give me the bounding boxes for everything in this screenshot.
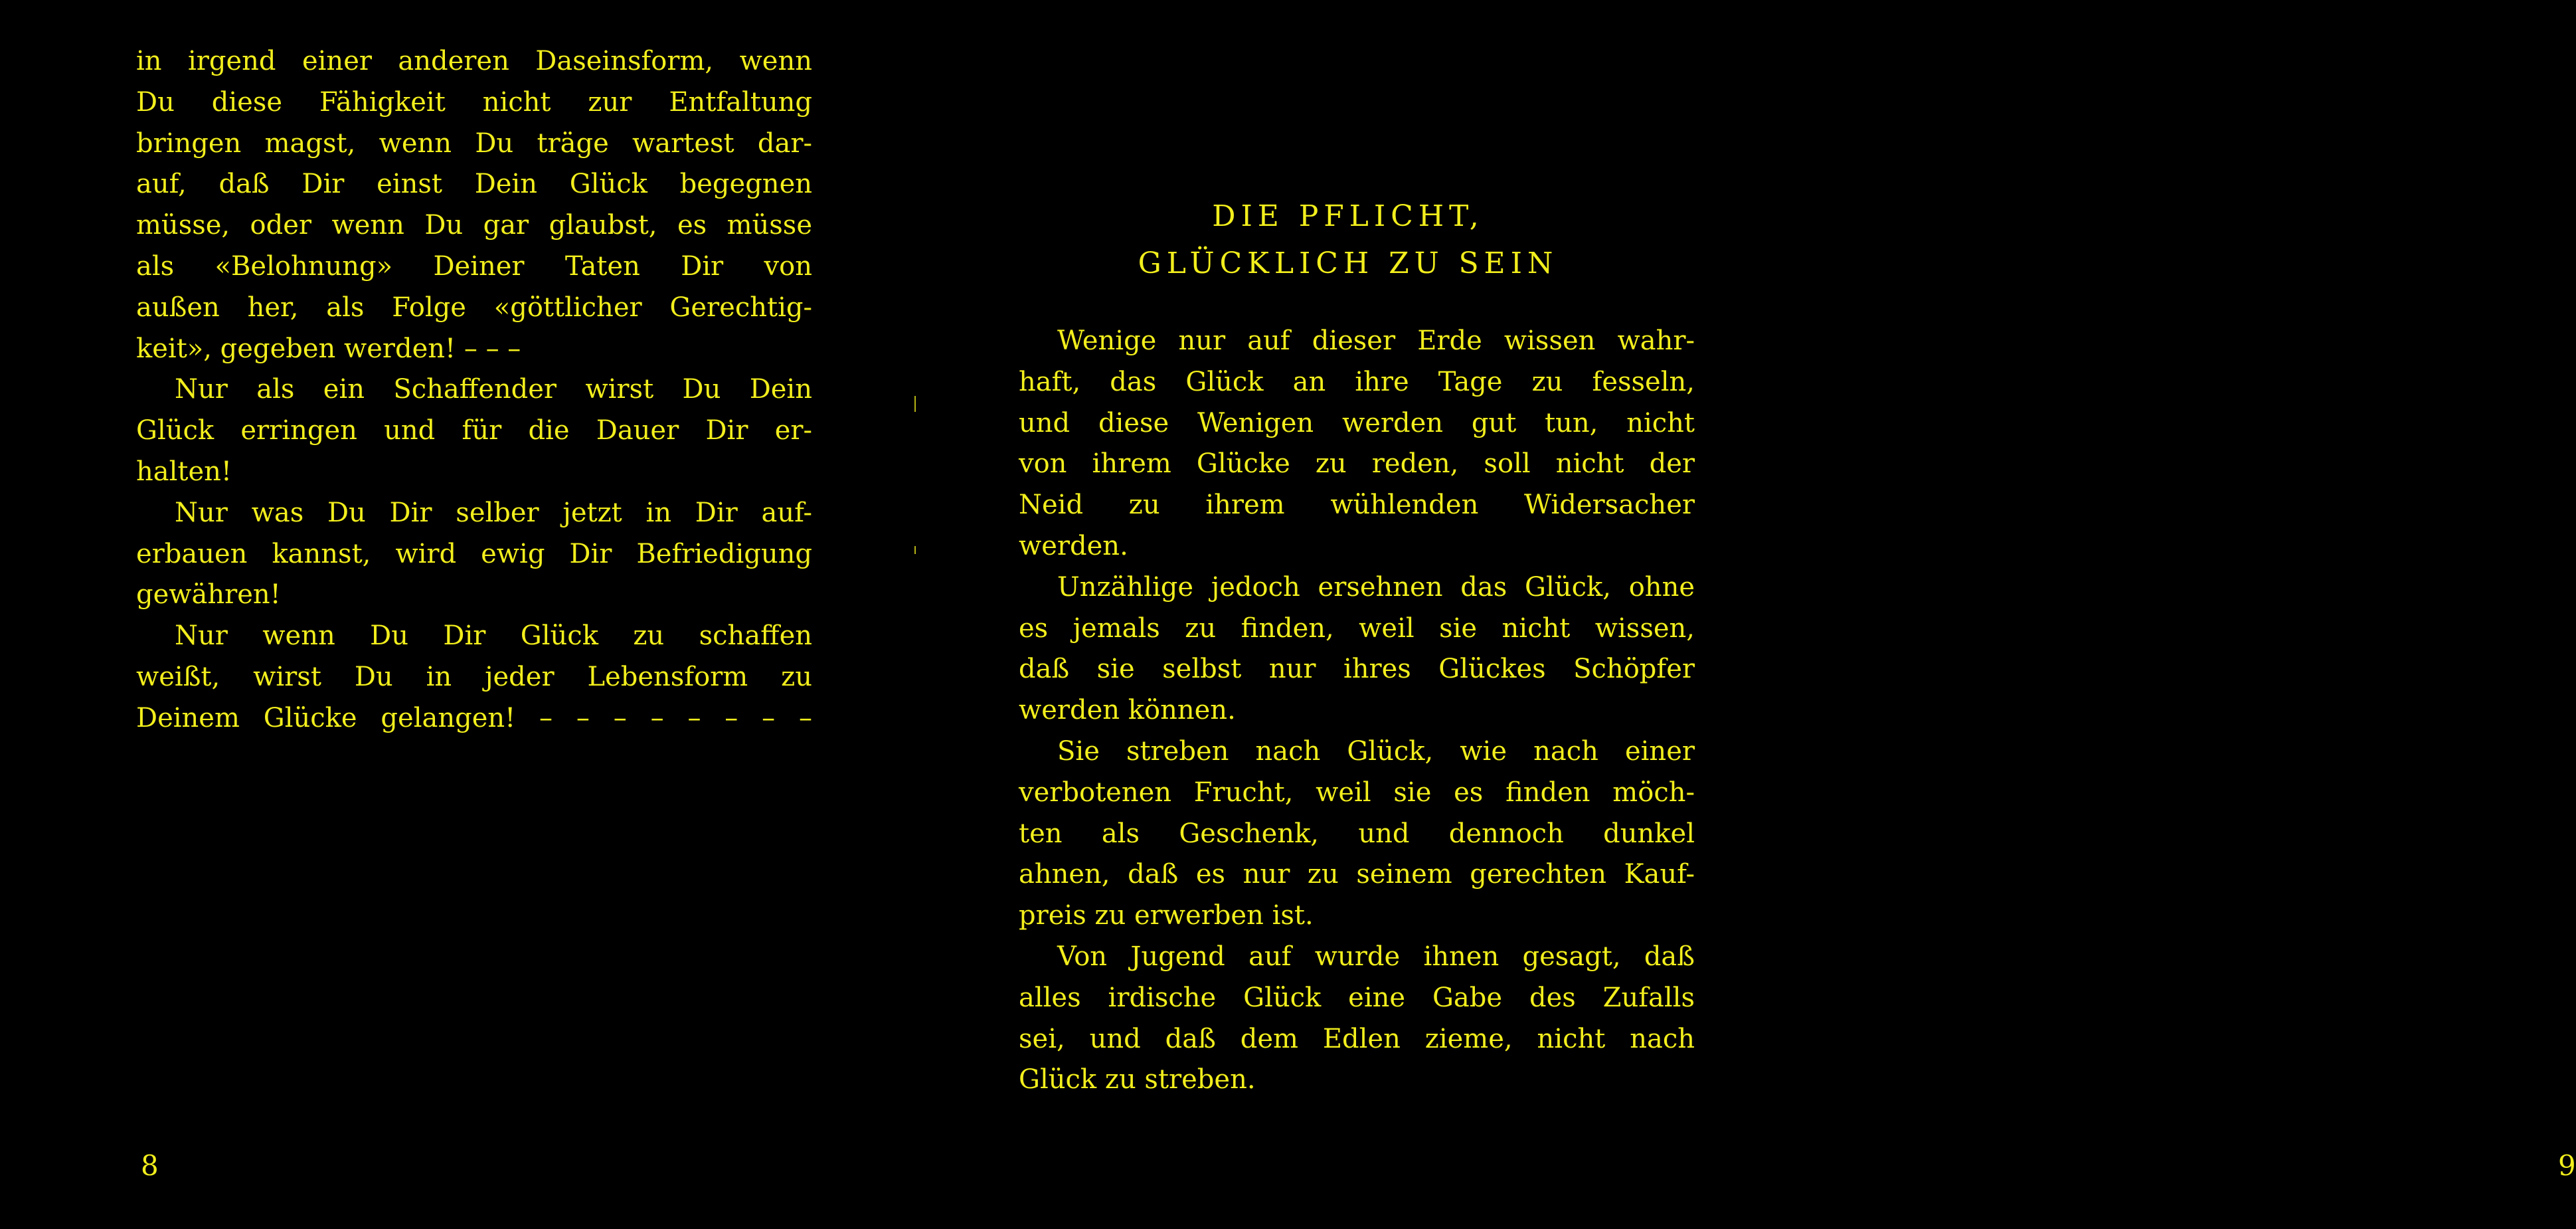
text-line: weißt, wirst Du in jeder Lebensform zu xyxy=(136,661,812,692)
chapter-title-line-2: GLÜCKLICH ZU SEIN xyxy=(1138,246,1559,280)
text-line: ten als Geschenk, und dennoch dunkel xyxy=(1019,818,1695,849)
text-line: verbotenen Frucht, weil sie es finden möch- xyxy=(1019,777,1695,808)
text-line: halten! xyxy=(136,456,232,487)
text-line: als «Belohnung» Deiner Taten Dir von xyxy=(136,250,812,282)
text-line: gewähren! xyxy=(136,579,281,611)
chapter-title-line-1: DIE PFLICHT, xyxy=(1212,199,1484,233)
text-line: erbauen kannst, wird ewig Dir Befriedigung xyxy=(136,538,812,569)
text-line: haft, das Glück an ihre Tage zu fesseln, xyxy=(1019,366,1695,397)
text-line: werden können. xyxy=(1019,695,1236,726)
text-line: Nur wenn Du Dir Glück zu schaffen xyxy=(175,620,812,652)
text-line: bringen magst, wenn Du träge wartest dar- xyxy=(136,128,812,159)
text-line: es jemals zu finden, weil sie nicht wissen, xyxy=(1019,613,1695,644)
text-line: Wenige nur auf dieser Erde wissen wahr- xyxy=(1057,326,1695,356)
text-line: alles irdische Glück eine Gabe des Zufalls xyxy=(1019,982,1695,1013)
text-line: Von Jugend auf wurde ihnen gesagt, daß xyxy=(1057,941,1695,972)
text-line: von ihrem Glücke zu reden, soll nicht der xyxy=(1019,448,1695,480)
text-line: keit», gegeben werden! – – – xyxy=(136,333,521,364)
text-line: sei, und daß dem Edlen zieme, nicht nach xyxy=(1019,1023,1695,1054)
text-line: daß sie selbst nur ihres Glückes Schöpfer xyxy=(1019,654,1695,685)
page-number: 8 xyxy=(141,1149,159,1182)
text-line: Nur was Du Dir selber jetzt in Dir auf- xyxy=(175,497,812,528)
text-line: Unzählige jedoch ersehnen das Glück, ohne xyxy=(1057,571,1695,603)
text-line: Nur als ein Schaffender wirst Du Dein xyxy=(175,374,812,405)
text-line: Sie streben nach Glück, wie nach einer xyxy=(1057,735,1695,767)
text-line: werden. xyxy=(1019,530,1128,561)
text-line: Glück zu streben. xyxy=(1019,1064,1256,1095)
text-line: ahnen, daß es nur zu seinem gerechten Kauf- xyxy=(1019,859,1695,890)
text-line: Du diese Fähigkeit nicht zur Entfaltung xyxy=(136,86,812,118)
text-line: Neid zu ihrem wühlenden Widersacher xyxy=(1019,490,1695,521)
text-line: außen her, als Folge «göttlicher Gerechtig- xyxy=(136,292,812,323)
text-line: müsse, oder wenn Du gar glaubst, es müsse xyxy=(136,210,812,241)
left-page xyxy=(0,0,877,1229)
text-line: auf, daß Dir einst Dein Glück begegnen xyxy=(136,169,812,200)
text-line: Deinem Glücke gelangen! – – – – – – – – xyxy=(136,702,812,733)
text-line: und diese Wenigen werden gut tun, nicht xyxy=(1019,407,1695,438)
right-page-text xyxy=(1019,321,1695,1101)
text-line: in irgend einer anderen Daseinsform, wenn xyxy=(136,46,812,76)
page-number: 9 xyxy=(2558,1149,2576,1182)
left-page-text xyxy=(136,41,812,739)
right-page xyxy=(877,0,2576,1229)
text-line: preis zu erwerben ist. xyxy=(1019,900,1314,931)
text-line: Glück erringen und für die Dauer Dir er- xyxy=(136,415,812,446)
